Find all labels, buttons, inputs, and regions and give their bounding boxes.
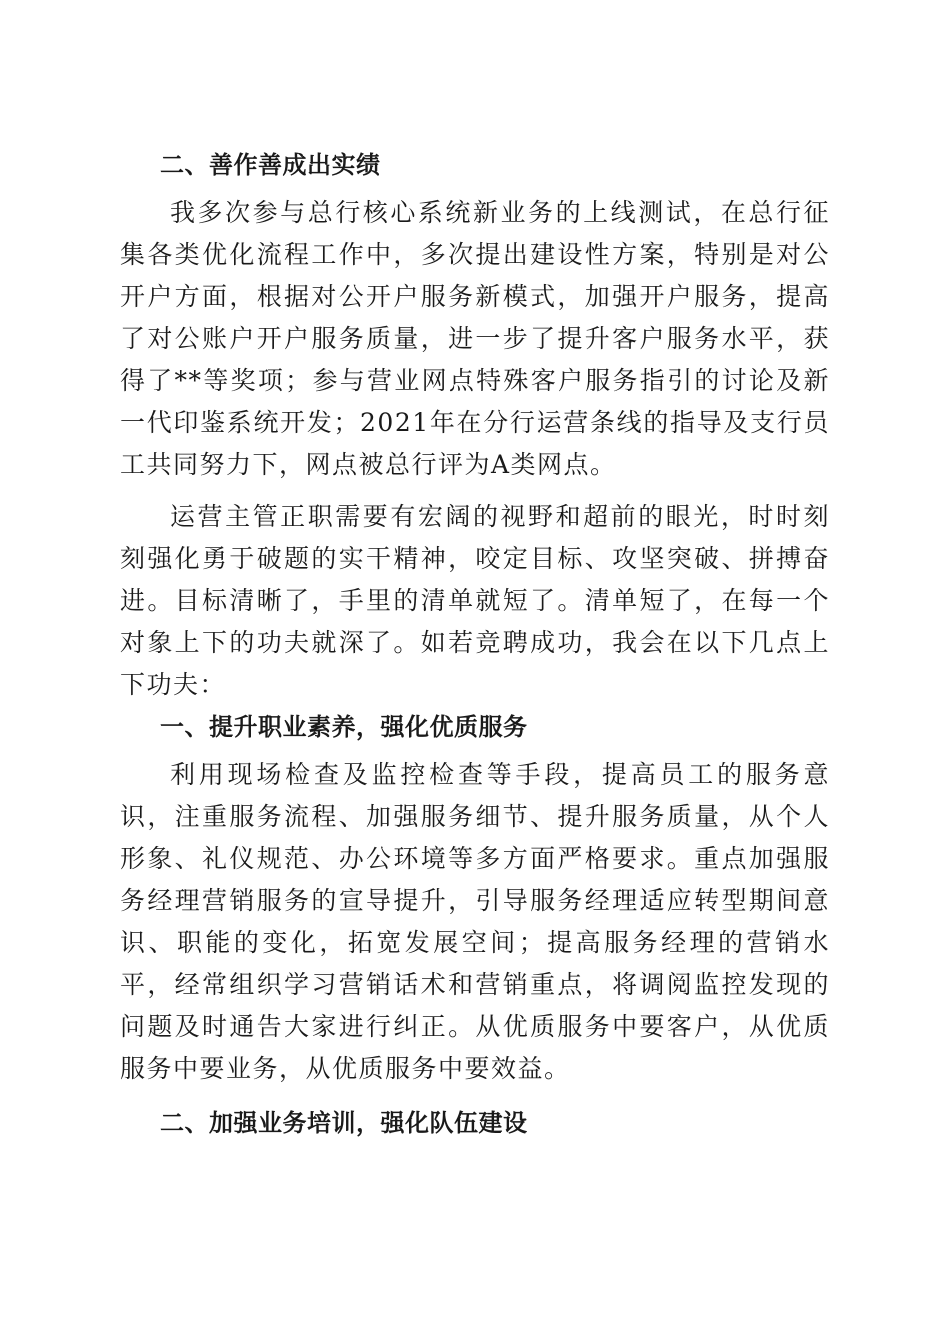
section-heading-service-quality: 一、提升职业素养，强化优质服务 <box>160 713 528 741</box>
paragraph-service-quality: 利用现场检查及监控检查等手段，提高员工的服务意识，注重服务流程、加强服务细节、提升服务质量，从个人形象、礼仪规范、办公环境等多方面严格要求。重点加强服务经理营销服务的宣导提升，引导服务经理适应转型期间意识、职能的变化，拓宽发展空间；提高服务经理的营销水平，经常组织学习营销话术和营销重点，将调阅监控发现的问题及时通告大家进行纠正。从优质服务中要客户，从优质服务中要业务，从优质服务中要效益。 <box>120 760 830 1083</box>
document-body <box>120 144 830 1144</box>
section-heading-training: 二、加强业务培训，强化队伍建设 <box>160 1109 528 1137</box>
paragraph-commitment: 运营主管正职需要有宏阔的视野和超前的眼光，时时刻刻强化勇于破题的实干精神，咬定目标、攻坚突破、拼搏奋进。目标清晰了，手里的清单就短了。清单短了，在每一个对象上下的功夫就深了。如若竞聘成功，我会在以下几点上下功夫： <box>120 502 830 699</box>
paragraph-achievements: 我多次参与总行核心系统新业务的上线测试，在总行征集各类优化流程工作中，多次提出建设性方案，特别是对公开户方面，根据对公开户服务新模式，加强开户服务，提高了对公账户开户服务质量，进一步了提升客户服务水平，获得了**等奖项；参与营业网点特殊客户服务指引的讨论及新一代印鉴系统开发；2021年在分行运营条线的指导及支行员工共同努力下，网点被总行评为A类网点。 <box>120 198 830 479</box>
section-heading-achievements: 二、善作善成出实绩 <box>160 151 381 179</box>
